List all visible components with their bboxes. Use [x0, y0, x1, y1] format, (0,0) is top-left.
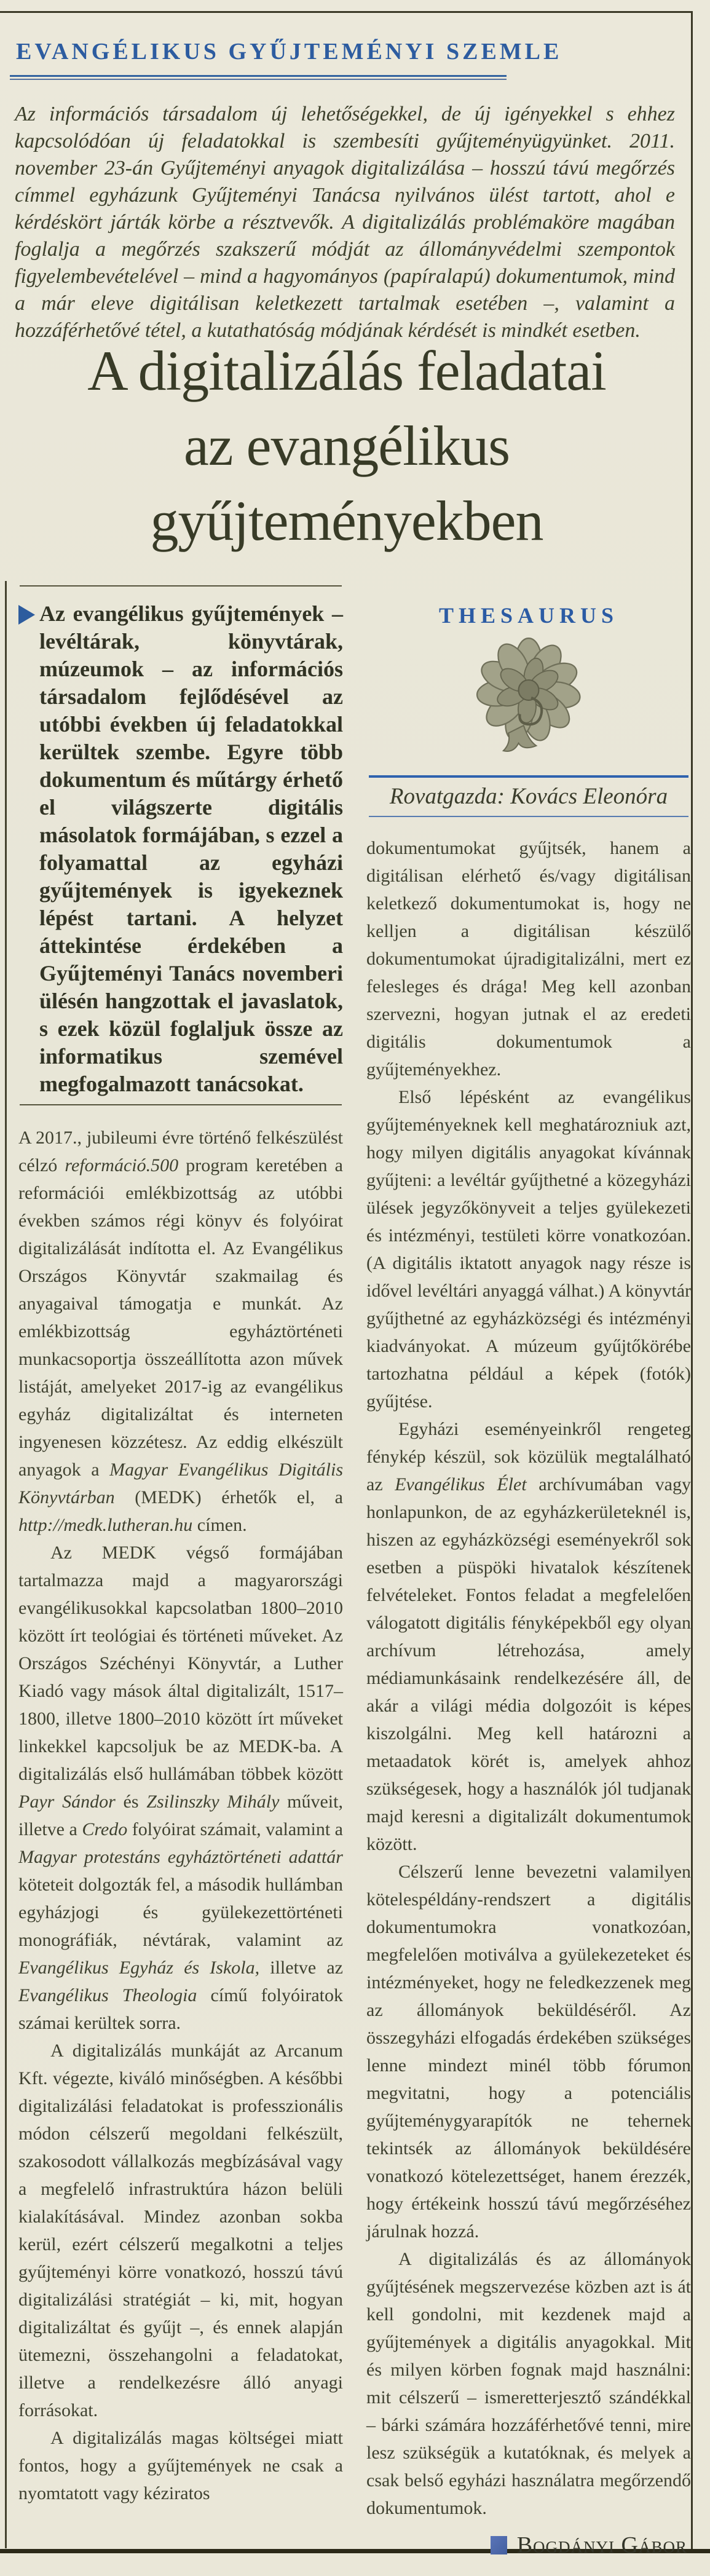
- lead-paragraph: [18, 587, 343, 1104]
- kicker-underline: [10, 75, 507, 80]
- body-paragraph: A digitalizálás magas költségei miatt fontos, hogy a gyűjtemények ne csak a nyomtatott vagy kéziratos: [18, 2428, 343, 2503]
- lead-text: Az evangélikus gyűjtemények – levéltárak, könyvtárak, múzeumok – az információs társadalom fejlődésével az utóbbi években új feladatokkal kerültek szembe. Egyre több dokumentum és műtárgy érhető el világszerte digitális másolatok formájában, s ezzel a folyamattal az egyházi gyűjtemények is igyekeznek lépést tartani. A helyzet áttekintése érdekében a Gyűjteményi Tanács novemberi ülésén hangzottak el javaslatok, s ezek közül foglaljuk össze az informatikus szemével megfogalmazott tanácsokat.: [39, 601, 343, 1096]
- body-paragraph: dokumentumokat gyűjtsék, hanem a digitálisan elérhető és/vagy digitálisan keletkező dokumentumokat is, hogy ne kelljen a digitálisan készülő dokumentumokat újradigitalizálni, mert ez felesleges és drága! Meg kell azonban szervezni, hogyan jutnak el az eredeti digitális dokumentumok a gyűjteményekhez.: [366, 838, 691, 1080]
- lead-bottom-rule: [20, 1104, 342, 1105]
- left-column: [18, 585, 343, 2507]
- right-column: [366, 585, 691, 2559]
- page-top-border: [0, 11, 693, 13]
- article-title: [0, 333, 693, 558]
- body-paragraph: Célszerű lenne bevezetni valamilyen kötelespéldány-rendszert a digitális dokumentumokra vonatkozóan, megfelelően motiválva a gyülekezeteket és intézményeket, hogy ne feledkezzenek meg az állományok beküldéséről. Az összegyházi elfogadás érdekében szükséges lenne mindezt minél több fórumon megvitatni, hogy a potenciális gyűjteménygyarapítók ne tehernek tekintsék az állományok beküldésére vonatkozó kötelezettséget, hanem érezzék, hogy értékeink hosszú távú megőrzéséhez járulnak hozzá.: [366, 1862, 691, 2242]
- triangle-right-icon: [18, 605, 35, 625]
- body-paragraph: Első lépésként az evangélikus gyűjteményeknek kell meghatározniuk azt, hogy milyen digitális anyagokat kívánnak gyűjteni: a levéltár gyűjthetné a közegyházi ülések jegyzőkönyveit a teljes gyülekezeti és intézményi, testületi körre vonatkozóan. (A digitális iktatott anyagok nagy része is idővel levéltári anyaggá válhat.) A könyvtár gyűjthetné az egyházközségi és intézményi kiadványokat. A múzeum gyűjtőkörébe tartozhatna például a képek (fotók) gyűjtése.: [366, 1087, 691, 1412]
- thesaurus-label: THESAURUS: [438, 603, 619, 628]
- byline: [366, 2532, 691, 2559]
- column-editor-line: Rovatgazda: Kovács Eleonóra: [389, 784, 668, 809]
- body-paragraph: A digitalizálás és az állományok gyűjtésének megszervezése közben azt is át kell gondolni, mit kezdenek majd a gyűjtemények a digitális anyagokkal. Mit és milyen körben fognak majd használni: mit célszerű – ismeretterjesztő szándékkal – bárki számára hozzáférhetővé tenni, mire lesz szükségük a kutatóknak, és melyek a csak belső egyházi használatra megőrzendő dokumentumok.: [366, 2249, 691, 2518]
- article-columns: [18, 585, 691, 2559]
- left-column-body: [18, 1124, 343, 2507]
- body-paragraph: Egyházi eseményeinkről rengeteg fénykép készül, sok közülük megtalálható az Evangélikus Élet archívumában vagy honlapunkon, de az egyházkerületeknél is, hiszen az egyházközségi eseményekről sok esetben a püspöki hivatalok készítenek felvételeket. Fontos feladat a megfelelően válogatott digitális fényképekből egy olyan archívum létrehozása, amely médiamunkásaink rendelkezésére áll, de akár a világi média dolgozóit is képes kiszolgálni. Meg kell határozni a metaadatok körét is, amelyek ahhoz szükségesek, hogy a használók jól tudjanak majd keresni a digitalizált dokumentumok között.: [366, 1419, 691, 1854]
- article-standfirst: Az információs társadalom új lehetőségekkel, de új igényekkel s ehhez kapcsolódóan új feladatokkal is szembesíti gyűjteményügyünket. 2011. november 23-án Gyűjteményi anyagok digitalizálása – hosszú távú megőrzés címmel egyházunk Gyűjteményi Tanácsa nyilvános ülést tartott, ahol e kérdéskört járták körbe a résztvevők. A digitalizálás problémaköre magában foglalja a megőrzés szakszerű módját az állományvédelmi szempontok figyelembevételével – mind a hagyományos (papíralapú) dokumentumok, mind a már eleve digitálisan keletkezett tartalmak esetében –, valamint a hozzáférhetővé tétel, a kutathatóság módjának kérdését is mindkét esetben.: [15, 103, 675, 342]
- author-name: Bogdányi Gábor: [516, 2532, 687, 2558]
- title-line-1: A digitalizálás feladatai: [87, 339, 606, 402]
- title-line-3: gyűjteményekben: [150, 489, 543, 552]
- body-paragraph: A digitalizálás munkáját az Arcanum Kft. végezte, kiváló minőségben. A későbbi digitalizálási feladatokat is professzionális módon célszerű megoldani felkészült, szakosodott vállalkozás megbízásával vagy a megfelelő infrastruktúra házon belüli kialakításával. Mindez azonban sokba kerül, ezért célszerű megalkotni a teljes gyűjteményi körre vonatkozó, hosszú távú digitalizálási stratégiát – ki, mit, hogyan digitalizáltat és gyűjt –, és ennek alapján ütemezni, összehangolni a feladatokat, illetve a rendelkezésre álló anyagi forrásokat.: [18, 2041, 343, 2420]
- right-column-body: [366, 834, 691, 2522]
- page-left-border: [5, 581, 7, 2548]
- square-icon: [491, 2536, 507, 2554]
- title-line-2: az evangélikus: [183, 414, 510, 477]
- body-paragraph: Az MEDK végső formájában tartalmazza majd a magyarországi evangélikusokkal kapcsolatban 1800–2010 között írt teológiai és történeti műveket. Az Országos Széchényi Könyvtár, a Luther Kiadó vagy mások által digitalizált, 1517–1800, illetve 1800–2010 között írt műveket linkekkel kapcsoljuk be az MEDK-ba. A digitalizálás első hullámában többek között Payr Sándor és Zsilinszky Mihály műveit, illetve a Credo folyóirat számait, valamint a Magyar protestáns egyháztörténeti adattár köteteit dolgozták fel, a második hullámban egyházjogi és gyülekezettörténeti monográfiák, névtárak, valamint az Evangélikus Egyház és Iskola, illetve az Evangélikus Theologia című folyóiratok számai kerültek sorra.: [18, 1543, 343, 2033]
- carved-rosette-image: [366, 634, 691, 773]
- body-paragraph: A 2017., jubileumi évre történő felkészülést célzó reformáció.500 program keretében a reformációi emlékbizottság az utóbbi években számos régi könyv és folyóirat digitalizálását indította el. Az Evangélikus Országos Könyvtár szakmailag és anyagaival támogatja e munkát. Az emlékbizottság egyháztörténeti munkacsoportja összeállította azon művek listáját, amelyeket 2017-ig az evangélikus egyház digitalizáltat és interneten ingyenesen közzétesz. Az eddig elkészült anyagok a Magyar Evangélikus Digitális Könyvtárban (MEDK) érhetők el, a http://medk.lutheran.hu címen.: [18, 1128, 343, 1535]
- section-kicker: EVANGÉLIKUS GYŰJTEMÉNYI SZEMLE: [16, 39, 562, 65]
- rovatgazda-bottom-rule: [369, 816, 688, 817]
